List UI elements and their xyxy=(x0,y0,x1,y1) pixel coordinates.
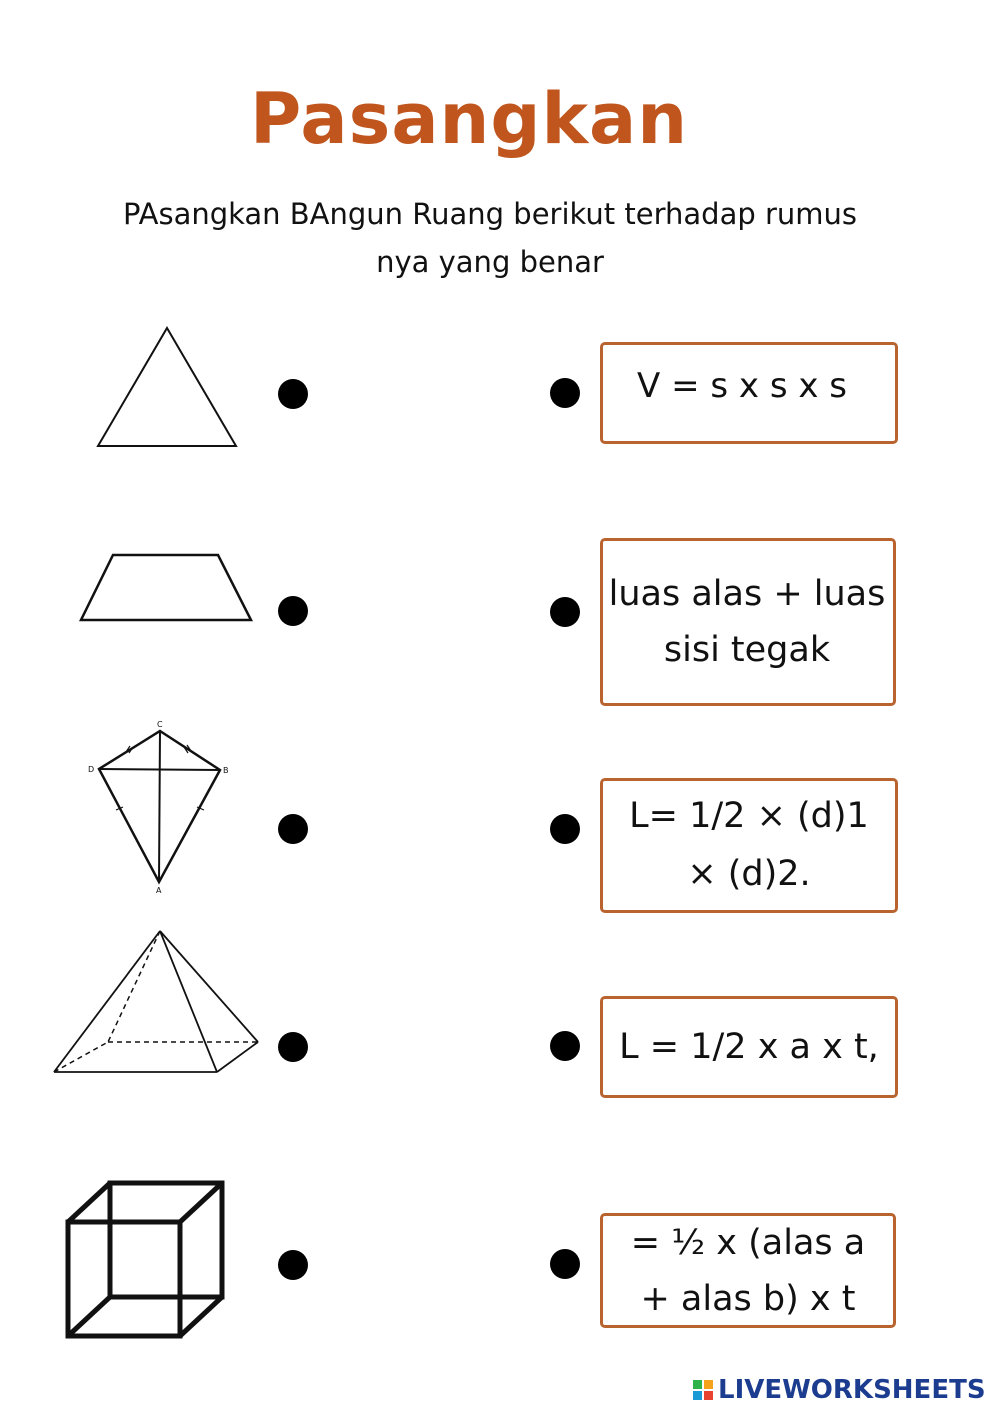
formula-box-5[interactable] xyxy=(600,1213,896,1328)
left-match-dot-3[interactable] xyxy=(278,814,308,844)
left-match-dot-2[interactable] xyxy=(278,596,308,626)
brand-text: LIVEWORKSHEETS xyxy=(718,1375,986,1405)
formula-box-3[interactable] xyxy=(600,778,898,913)
formula-text-2: luas alas + luas sisi tegak xyxy=(608,574,886,670)
right-match-dot-1[interactable] xyxy=(550,378,580,408)
kite-label-left: D xyxy=(88,765,95,774)
liveworksheets-logo xyxy=(692,1374,986,1406)
trapezoid-icon xyxy=(78,552,254,624)
page-title: Pasangkan xyxy=(250,78,689,160)
right-match-dot-2[interactable] xyxy=(550,597,580,627)
right-match-dot-5[interactable] xyxy=(550,1249,580,1279)
kite-icon xyxy=(86,718,236,898)
triangle-icon xyxy=(95,325,240,450)
kite-label-right: B xyxy=(223,766,229,775)
formula-box-2[interactable] xyxy=(600,538,896,706)
formula-box-4[interactable] xyxy=(600,996,898,1098)
pyramid-icon xyxy=(50,927,262,1077)
left-match-dot-1[interactable] xyxy=(278,379,308,409)
right-match-dot-4[interactable] xyxy=(550,1031,580,1061)
left-match-dot-5[interactable] xyxy=(278,1250,308,1280)
formula-text-3: L= 1/2 × (d)1 × (d)2. xyxy=(629,795,869,894)
right-match-dot-3[interactable] xyxy=(550,814,580,844)
kite-label-bottom: A xyxy=(156,886,162,895)
formula-text-5: = ½ x (alas a + alas b) x t xyxy=(630,1222,866,1319)
instruction-line-2: nya yang benar xyxy=(376,245,604,279)
cube-icon xyxy=(64,1178,228,1342)
kite-label-top: C xyxy=(157,720,163,729)
instruction-line-1: PAsangkan BAngun Ruang berikut terhadap rumus xyxy=(122,197,858,231)
formula-box-1[interactable] xyxy=(600,342,898,444)
formula-text-1: V = s x s x s xyxy=(637,366,847,406)
formula-text-4: L = 1/2 x a x t, xyxy=(619,1026,879,1067)
liveworksheets-icon xyxy=(692,1378,714,1402)
left-match-dot-4[interactable] xyxy=(278,1032,308,1062)
